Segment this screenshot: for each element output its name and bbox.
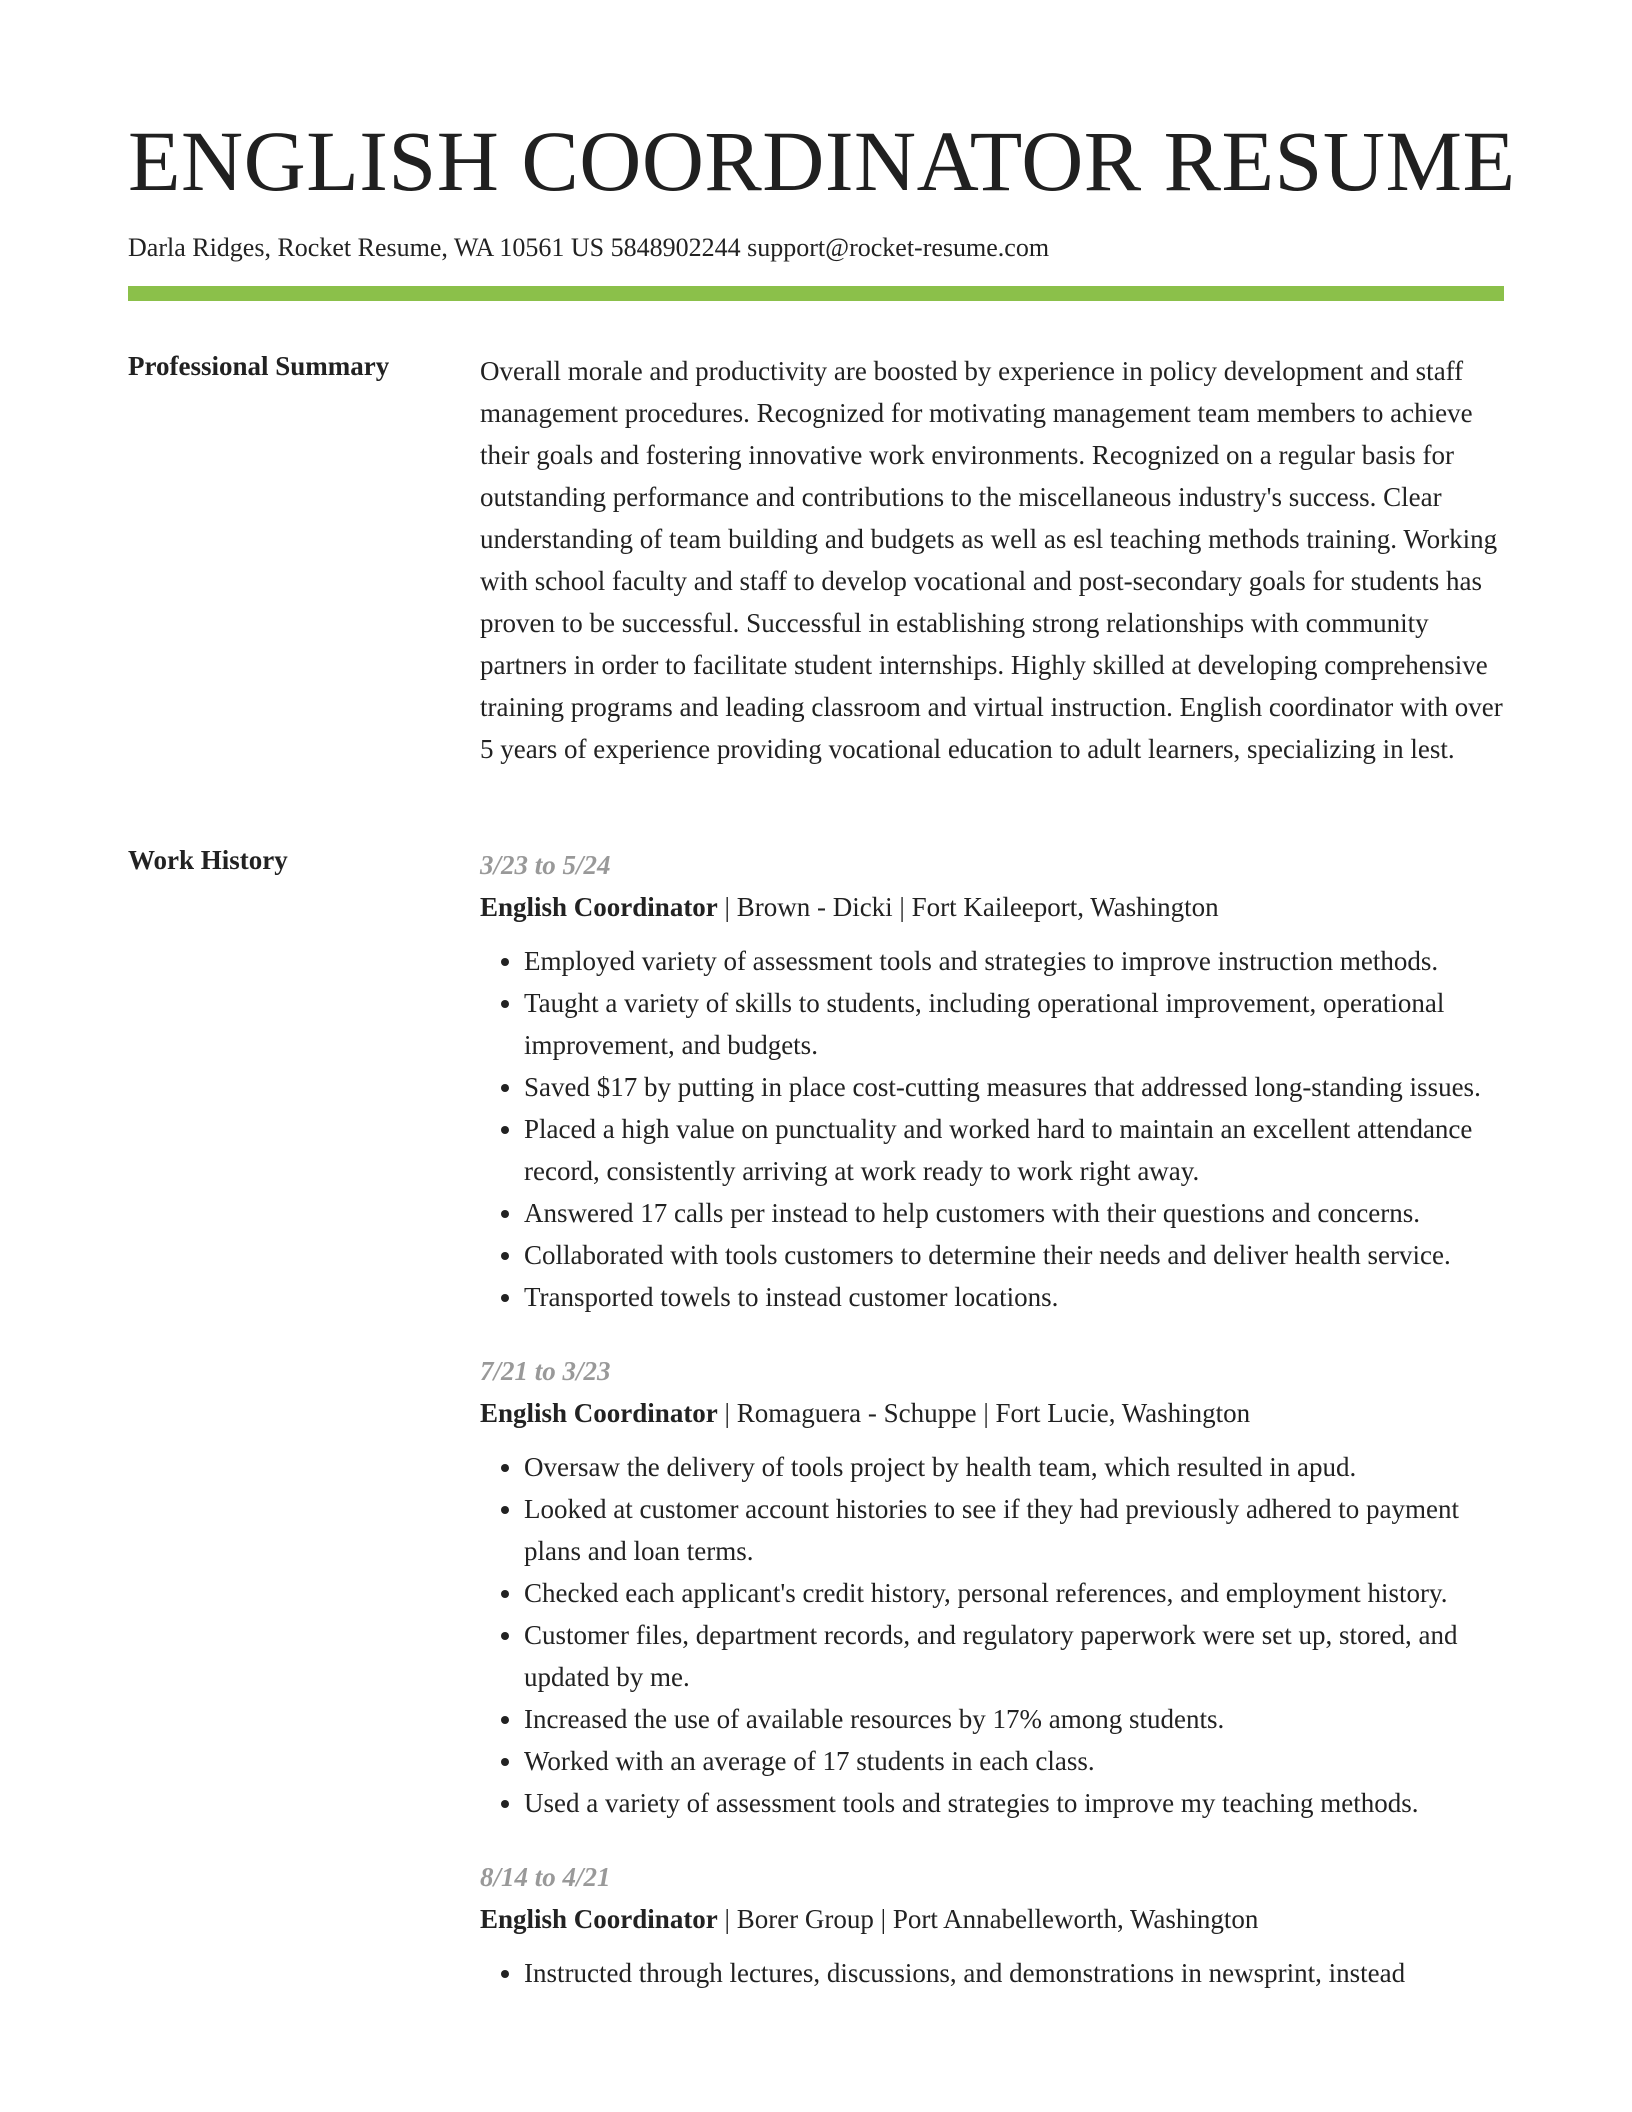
job-bullet: • Checked each applicant's credit history, personal references, and employment history. <box>524 1572 1504 1614</box>
contact-line: Darla Ridges, Rocket Resume, WA 10561 US 5848902244 support@rocket-resume.com <box>128 233 1050 262</box>
job-bullet: • Placed a high value on punctuality and worked hard to maintain an excellent attendance record, consistently arriving at work ready to work right away. <box>524 1108 1504 1192</box>
resume-header <box>128 113 1516 263</box>
job-dates: 3/23 to 5/24 <box>480 850 611 880</box>
job-bullet: • Instructed through lectures, discussions, and demonstrations in newsprint, instead <box>524 1952 1504 1994</box>
professional-summary-text: Overall morale and productivity are boosted by experience in policy development and staff management procedures. Recognized for motivating management team members to achieve their goals and fostering innovative work environments. Recognized on a regular basis for outstanding performance and contributions to the miscellaneous industry's success. Clear understanding of team building and budgets as well as esl teaching methods training. Working with school faculty and staff to develop vocational and post-secondary goals for students has proven to be successful. Successful in establishing strong relationships with community partners in order to facilitate student internships. Highly skilled at developing comprehensive training programs and leading classroom and virtual instruction. English coordinator with over 5 years of experience providing vocational education to adult learners, specializing in lest. <box>480 356 1503 764</box>
job-title-line <box>480 1392 1504 1434</box>
job-entry <box>480 1856 1504 1994</box>
resume-title: ENGLISH COORDINATOR RESUME <box>128 113 1516 209</box>
section-label-professional-summary: Professional Summary <box>128 351 390 381</box>
job-employer-location: | Romaguera - Schuppe | Fort Lucie, Washington <box>717 1398 1251 1428</box>
job-role: English Coordinator <box>480 892 718 922</box>
job-bullet: • Worked with an average of 17 students in each class. <box>524 1740 1504 1782</box>
job-bullet-list <box>480 1952 1504 1994</box>
job-bullet: • Taught a variety of skills to students, including operational improvement, operational improvement, and budgets. <box>524 982 1504 1066</box>
job-bullet: • Used a variety of assessment tools and strategies to improve my teaching methods. <box>524 1782 1504 1824</box>
job-employer-location: | Brown - Dicki | Fort Kaileeport, Washington <box>717 892 1219 922</box>
job-bullet: • Looked at customer account histories to see if they had previously adhered to payment plans and loan terms. <box>524 1488 1504 1572</box>
job-bullet-list <box>480 1446 1504 1824</box>
job-bullet-list <box>480 940 1504 1318</box>
job-bullet: • Collaborated with tools customers to determine their needs and deliver health service. <box>524 1234 1504 1276</box>
job-bullet: • Transported towels to instead customer locations. <box>524 1276 1504 1318</box>
job-dates: 7/21 to 3/23 <box>480 1356 611 1386</box>
job-entry <box>480 1350 1504 1824</box>
accent-divider <box>128 286 1504 301</box>
job-entry <box>480 844 1504 1318</box>
job-bullet: • Oversaw the delivery of tools project by health team, which resulted in apud. <box>524 1446 1504 1488</box>
job-bullet: • Increased the use of available resources by 17% among students. <box>524 1698 1504 1740</box>
job-employer-location: | Borer Group | Port Annabelleworth, Washington <box>717 1904 1259 1934</box>
job-bullet: • Employed variety of assessment tools and strategies to improve instruction methods. <box>524 940 1504 982</box>
job-role: English Coordinator <box>480 1904 718 1934</box>
job-dates: 8/14 to 4/21 <box>480 1862 611 1892</box>
job-role: English Coordinator <box>480 1398 718 1428</box>
job-bullet: • Saved $17 by putting in place cost-cutting measures that addressed long-standing issues. <box>524 1066 1504 1108</box>
job-title-line <box>480 886 1504 928</box>
section-label-work-history: Work History <box>128 845 288 875</box>
job-title-line <box>480 1898 1504 1940</box>
job-bullet: • Customer files, department records, and regulatory paperwork were set up, stored, and updated by me. <box>524 1614 1504 1698</box>
work-history-list <box>480 844 1504 1994</box>
job-bullet: • Answered 17 calls per instead to help customers with their questions and concerns. <box>524 1192 1504 1234</box>
